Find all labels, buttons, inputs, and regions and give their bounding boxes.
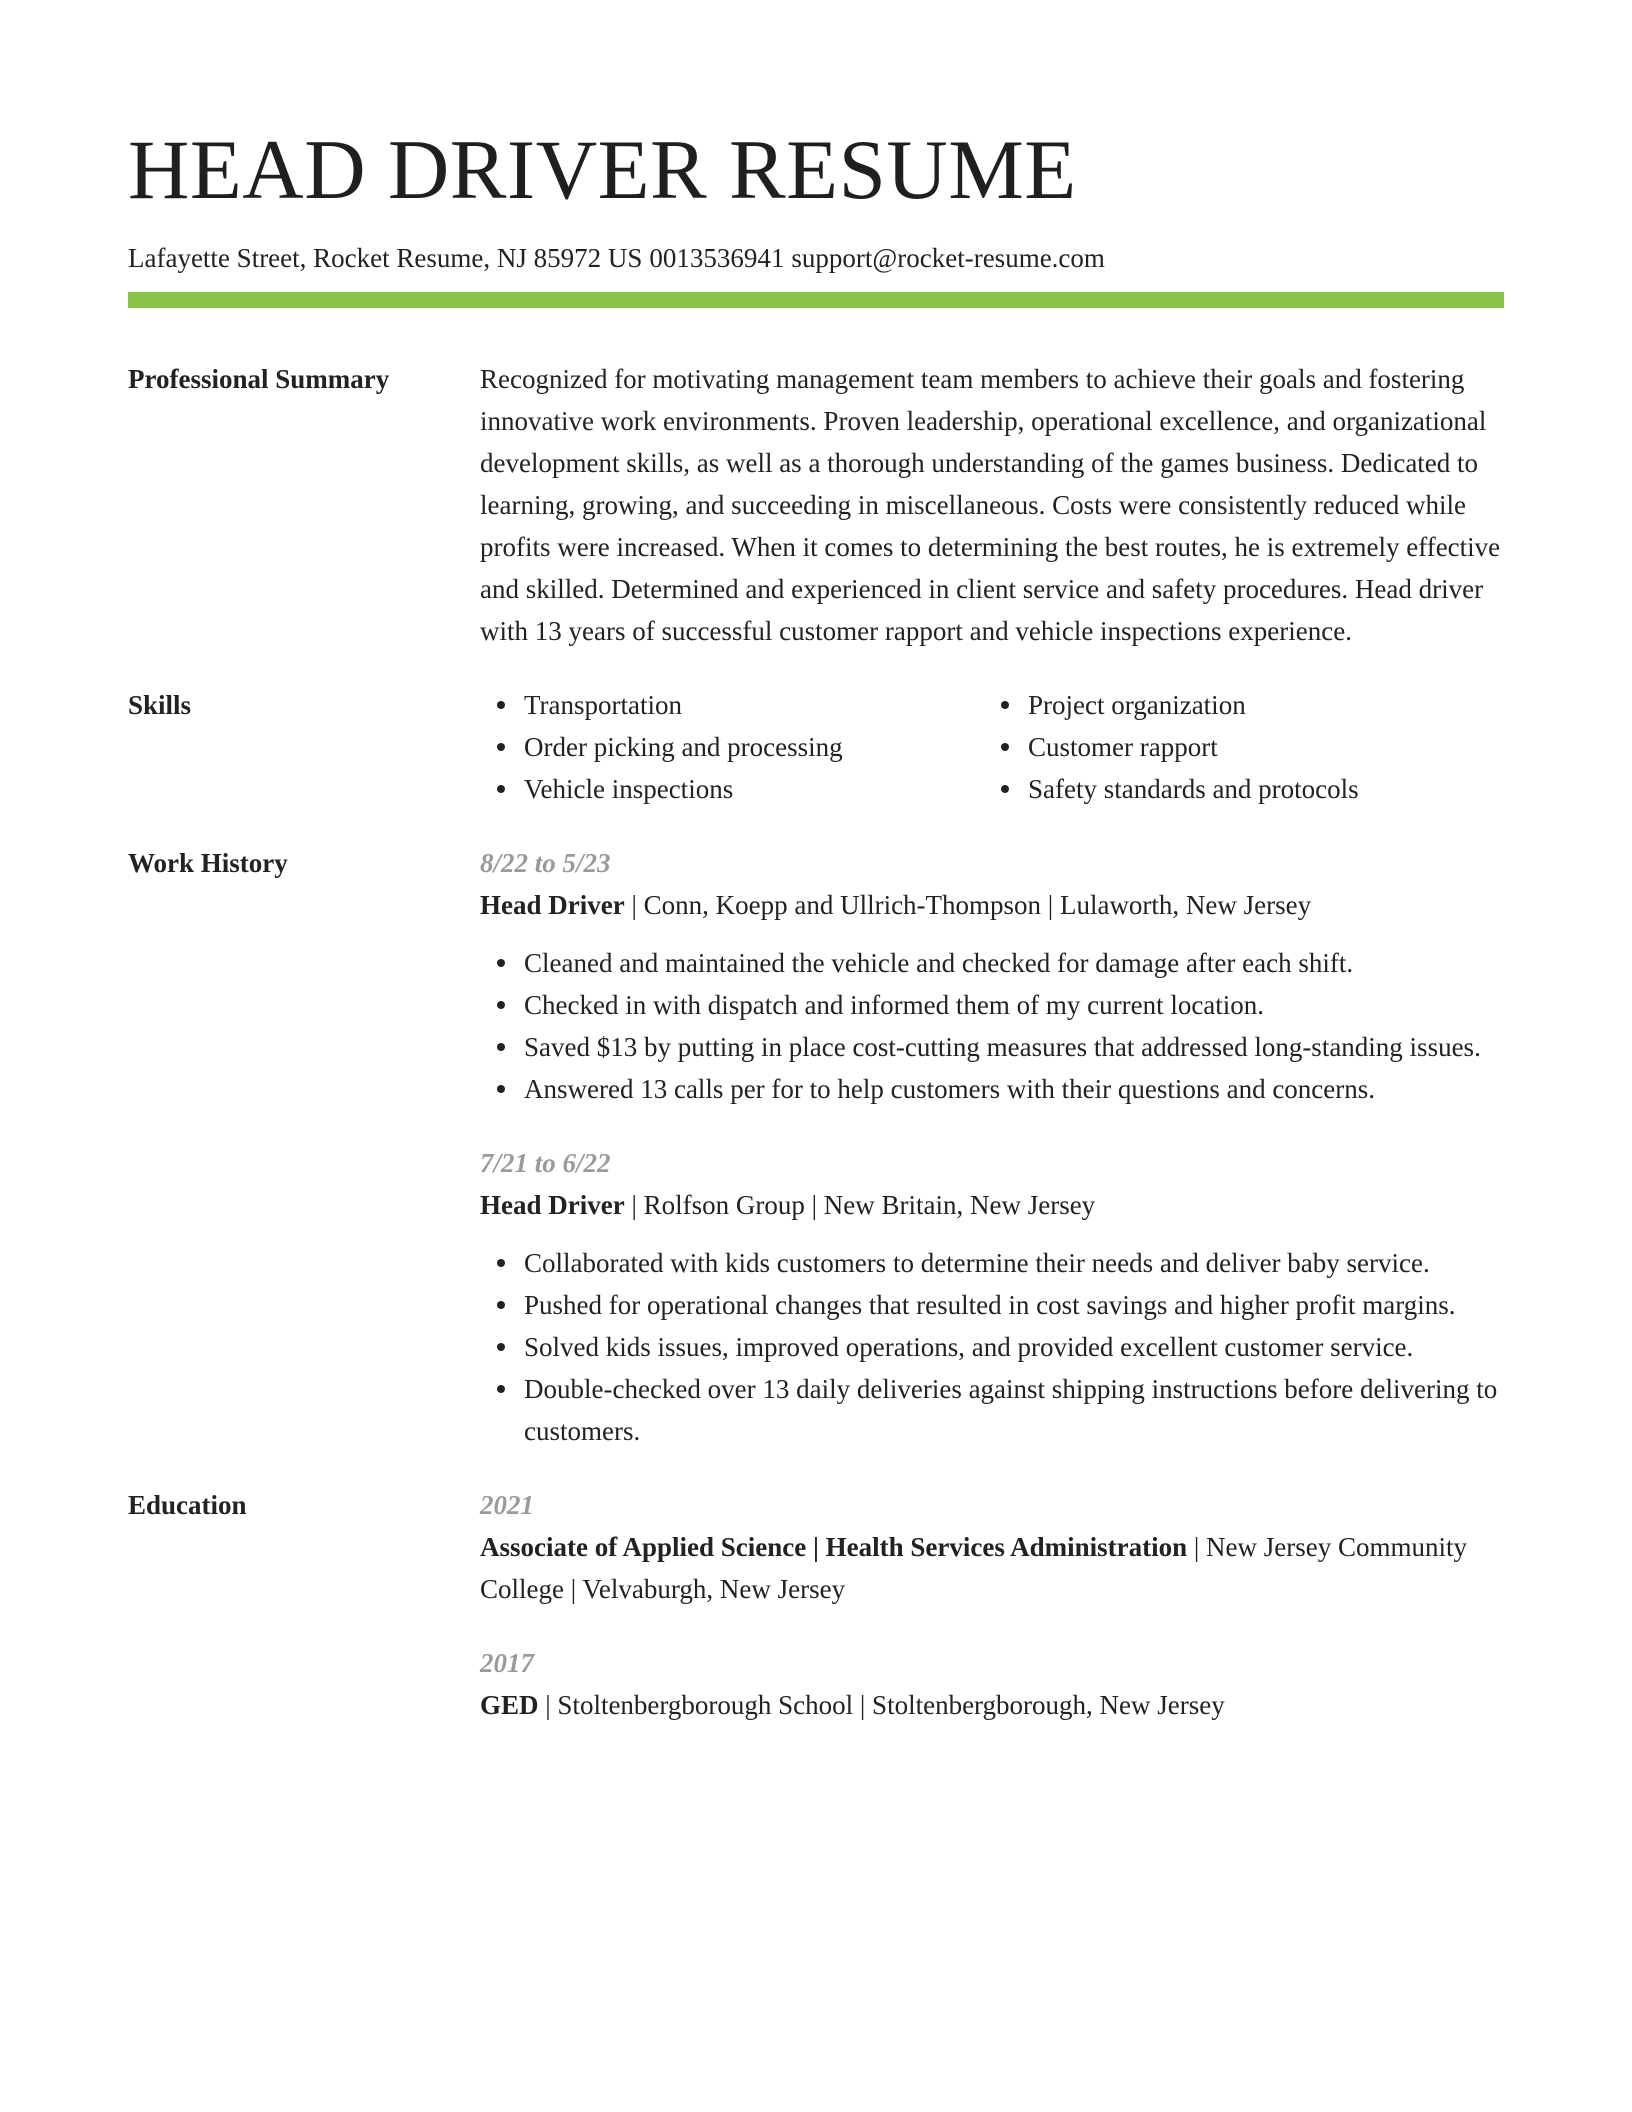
- job-entry: [480, 1142, 1504, 1452]
- contact-email: support@rocket-resume.com: [791, 243, 1105, 273]
- resume-page: [128, 120, 1504, 1726]
- job-title: Head Driver: [480, 1190, 625, 1220]
- job-bullet: Solved kids issues, improved operations, and provided excellent customer service.: [480, 1326, 1504, 1368]
- job-header: [480, 884, 1504, 926]
- skills-list-left: [480, 684, 984, 810]
- education-section: [128, 1484, 1504, 1726]
- skill-item: Safety standards and protocols: [984, 768, 1488, 810]
- job-details: | Conn, Koepp and Ullrich-Thompson | Lulaworth, New Jersey: [624, 890, 1312, 920]
- job-bullets: [480, 942, 1504, 1110]
- header-accent-rule: [128, 292, 1504, 308]
- education-header: [480, 1526, 1504, 1610]
- education-degree: Associate of Applied Science | Health Services Administration: [480, 1532, 1188, 1562]
- education-entry: [480, 1642, 1504, 1726]
- contact-address: Lafayette Street, Rocket Resume, NJ 85972 US: [128, 243, 643, 273]
- work-history-heading: Work History: [128, 848, 288, 878]
- job-header: [480, 1184, 1504, 1226]
- education-degree: GED: [480, 1690, 539, 1720]
- job-dates: 8/22 to 5/23: [480, 848, 611, 878]
- education-heading: Education: [128, 1490, 247, 1520]
- job-bullet: Answered 13 calls per for to help customers with their questions and concerns.: [480, 1068, 1504, 1110]
- skills-list-right: [984, 684, 1488, 810]
- skill-item: Order picking and processing: [480, 726, 984, 768]
- education-details: | Stoltenbergborough School | Stoltenbergborough, New Jersey: [538, 1690, 1225, 1720]
- job-bullet: Collaborated with kids customers to determine their needs and deliver baby service.: [480, 1242, 1504, 1284]
- skill-item: Project organization: [984, 684, 1488, 726]
- job-bullet: Checked in with dispatch and informed them of my current location.: [480, 984, 1504, 1026]
- contact-phone: 0013536941: [649, 243, 785, 273]
- education-header: [480, 1684, 1504, 1726]
- job-bullet: Saved $13 by putting in place cost-cutting measures that addressed long-standing issues.: [480, 1026, 1504, 1068]
- job-bullets: [480, 1242, 1504, 1452]
- education-year: 2021: [480, 1490, 534, 1520]
- education-year: 2017: [480, 1648, 534, 1678]
- job-bullet: Cleaned and maintained the vehicle and checked for damage after each shift.: [480, 942, 1504, 984]
- job-dates: 7/21 to 6/22: [480, 1148, 611, 1178]
- work-history-section: [128, 842, 1504, 1452]
- job-bullet: Double-checked over 13 daily deliveries against shipping instructions before delivering to customers.: [480, 1368, 1504, 1452]
- job-bullet: Pushed for operational changes that resulted in cost savings and higher profit margins.: [480, 1284, 1504, 1326]
- skill-item: Transportation: [480, 684, 984, 726]
- job-title: Head Driver: [480, 890, 625, 920]
- skill-item: Customer rapport: [984, 726, 1488, 768]
- job-entry: [480, 842, 1504, 1110]
- education-entry: [480, 1484, 1504, 1610]
- skills-section: [128, 684, 1504, 810]
- summary-heading: Professional Summary: [128, 364, 390, 394]
- education-details: | New Jersey Community College | Velvaburgh, New Jersey: [480, 1532, 1468, 1604]
- skills-heading: Skills: [128, 690, 192, 720]
- summary-section: [128, 358, 1504, 652]
- contact-line: [128, 240, 1504, 276]
- resume-title: HEAD DRIVER RESUME: [128, 123, 1077, 217]
- skill-item: Vehicle inspections: [480, 768, 984, 810]
- job-details: | Rolfson Group | New Britain, New Jersey: [624, 1190, 1096, 1220]
- summary-text: Recognized for motivating management team members to achieve their goals and fostering innovative work environments. Proven leadership, operational excellence, and organizational development skills, as well as a thorough understanding of the games business. Dedicated to learning, growing, and succeeding in miscellaneous. Costs were consistently reduced while profits were increased. When it comes to determining the best routes, he is extremely effective and skilled. Determined and experienced in client service and safety procedures. Head driver with 13 years of successful customer rapport and vehicle inspections experience.: [480, 364, 1501, 646]
